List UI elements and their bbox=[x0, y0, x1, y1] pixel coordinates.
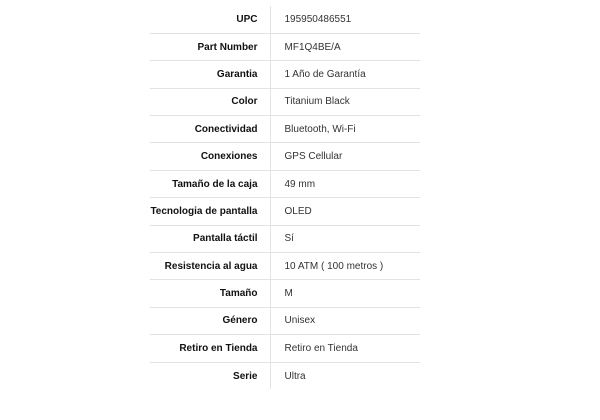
spec-row-tecnologia-pantalla bbox=[150, 198, 420, 225]
spec-value: M bbox=[284, 288, 293, 300]
spec-row-serie bbox=[150, 362, 420, 389]
spec-label: Tamaño bbox=[150, 280, 270, 307]
spec-label: Serie bbox=[150, 362, 270, 389]
spec-label: Conectividad bbox=[150, 116, 270, 143]
spec-row-garantia bbox=[150, 61, 420, 88]
spec-row-conexiones bbox=[150, 143, 420, 170]
spec-value: Bluetooth, Wi-Fi bbox=[284, 123, 356, 135]
spec-label: Tamaño de la caja bbox=[150, 170, 270, 197]
spec-label: Part Number bbox=[150, 33, 270, 60]
spec-row-tamano-caja bbox=[150, 170, 420, 197]
spec-row-part-number bbox=[150, 33, 420, 60]
spec-label: Género bbox=[150, 307, 270, 334]
spec-label: Pantalla táctil bbox=[150, 225, 270, 252]
spec-value: 49 mm bbox=[284, 178, 316, 190]
specs-table-body bbox=[150, 6, 420, 389]
spec-value: 10 ATM ( 100 metros ) bbox=[284, 260, 384, 272]
spec-row-genero bbox=[150, 307, 420, 334]
spec-value: 1 Año de Garantía bbox=[284, 68, 366, 80]
spec-value: GPS Cellular bbox=[284, 151, 343, 163]
spec-label: Conexiones bbox=[150, 143, 270, 170]
spec-row-retiro-tienda bbox=[150, 335, 420, 362]
spec-value: Ultra bbox=[284, 370, 306, 382]
spec-value: Sí bbox=[284, 233, 294, 245]
spec-label: UPC bbox=[150, 6, 270, 33]
spec-label: Color bbox=[150, 88, 270, 115]
spec-label: Retiro en Tienda bbox=[150, 335, 270, 362]
spec-label: Tecnologia de pantalla bbox=[150, 198, 270, 225]
product-specs-table bbox=[150, 6, 420, 389]
spec-row-tamano bbox=[150, 280, 420, 307]
spec-label: Resistencia al agua bbox=[150, 253, 270, 280]
spec-row-resistencia-agua bbox=[150, 253, 420, 280]
spec-row-conectividad bbox=[150, 116, 420, 143]
spec-value: 195950486551 bbox=[284, 13, 352, 25]
spec-value: Retiro en Tienda bbox=[284, 342, 358, 354]
spec-value: Unisex bbox=[284, 315, 316, 327]
spec-label: Garantia bbox=[150, 61, 270, 88]
spec-row-upc bbox=[150, 6, 420, 33]
spec-row-pantalla-tactil bbox=[150, 225, 420, 252]
spec-value: OLED bbox=[284, 205, 312, 217]
spec-row-color bbox=[150, 88, 420, 115]
spec-value: Titanium Black bbox=[284, 96, 350, 108]
spec-value: MF1Q4BE/A bbox=[284, 41, 341, 53]
